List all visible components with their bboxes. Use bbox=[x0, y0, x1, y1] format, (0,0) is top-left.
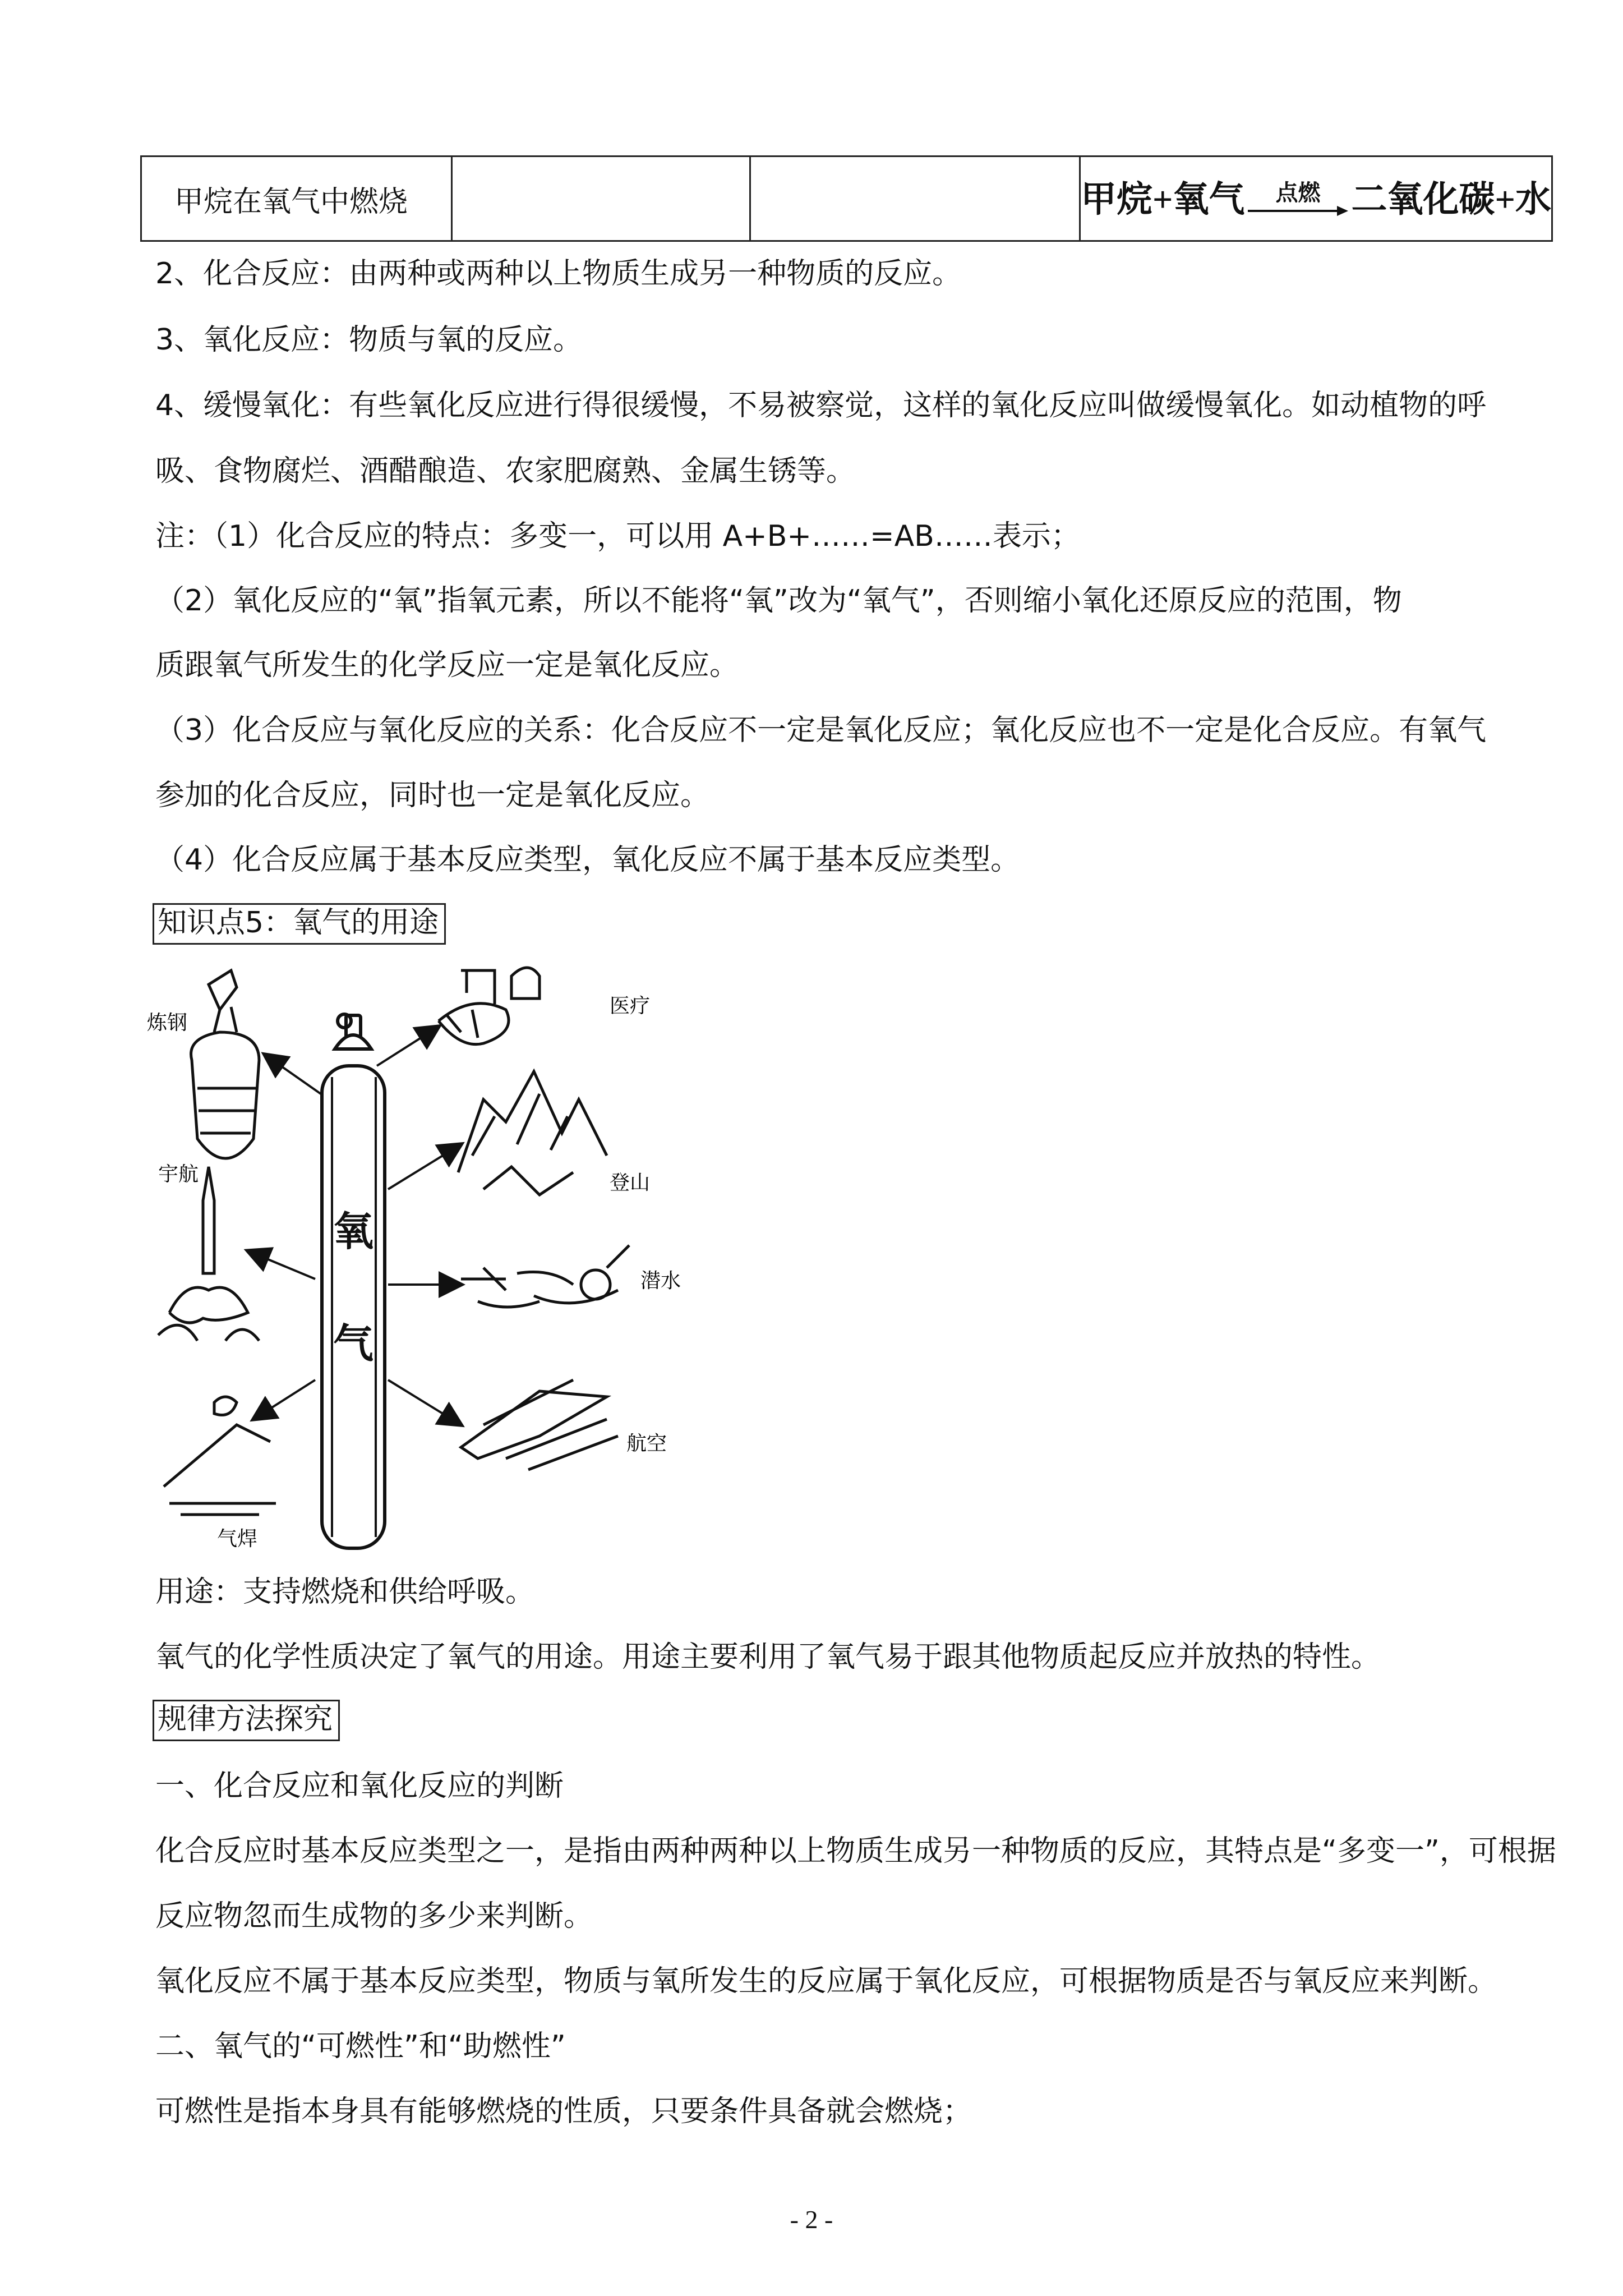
arrow-head bbox=[1337, 206, 1348, 216]
paragraph: 2、化合反应：由两种或两种以上物质生成另一种物质的反应。 bbox=[155, 257, 962, 291]
section-heading: 规律方法探究 bbox=[153, 1700, 340, 1741]
reaction-table bbox=[140, 155, 1553, 242]
reaction-condition: 点燃 bbox=[1275, 180, 1321, 205]
paragraph: 反应物忽而生成物的多少来判断。 bbox=[155, 1899, 593, 1933]
label-diving: 潜水 bbox=[640, 1269, 681, 1292]
word-equation-cell bbox=[1080, 157, 1552, 241]
equation-reactants: 甲烷+氧气 bbox=[1081, 180, 1245, 219]
label-space: 宇航 bbox=[158, 1163, 199, 1186]
label-medical: 医疗 bbox=[610, 995, 651, 1018]
equation-products: 二氧化碳+水 bbox=[1351, 180, 1551, 219]
oxygen-uses-figure bbox=[147, 954, 708, 1559]
cylinder-text-bottom: 气 bbox=[333, 1320, 374, 1367]
steel-furnace-icon bbox=[191, 970, 259, 1158]
diving-icon bbox=[461, 1245, 629, 1307]
paragraph: 氧化反应不属于基本反应类型，物质与氧所发生的反应属于氧化反应，可根据物质是否与氧反应来判断。 bbox=[155, 1964, 1497, 1998]
cylinder-text-top: 氧 bbox=[333, 1208, 374, 1255]
empty-cell bbox=[452, 157, 750, 241]
paragraph: 吸、食物腐烂、酒醋酿造、农家肥腐熟、金属生锈等。 bbox=[155, 454, 856, 488]
empty-cell bbox=[750, 157, 1080, 241]
paragraph: 质跟氧气所发生的化学反应一定是氧化反应。 bbox=[155, 648, 739, 682]
paragraph: 注：（1）化合反应的特点：多变一，可以用 A+B+……=AB……表示； bbox=[155, 519, 1080, 553]
rocket-icon bbox=[158, 1167, 259, 1341]
label-aviation: 航空 bbox=[626, 1432, 667, 1455]
aviation-icon bbox=[461, 1380, 618, 1470]
paragraph: （3）化合反应与氧化反应的关系：化合反应不一定是氧化反应；氧化反应也不一定是化合反应。有氧气 bbox=[155, 714, 1487, 747]
word-equation bbox=[1081, 171, 1551, 227]
paragraph: 氧气的化学性质决定了氧气的用途。用途主要利用了氧气易于跟其他物质起反应并放热的特性。 bbox=[155, 1640, 1381, 1674]
section-heading: 知识点5：氧气的用途 bbox=[153, 903, 446, 945]
paragraph: 参加的化合反应，同时也一定是氧化反应。 bbox=[155, 779, 710, 812]
label-welding: 气焊 bbox=[217, 1527, 258, 1550]
label-steel: 炼钢 bbox=[147, 1011, 188, 1034]
page-number: - 2 - bbox=[790, 2205, 833, 2234]
label-climbing: 登山 bbox=[610, 1171, 651, 1194]
climbing-icon bbox=[458, 1071, 607, 1195]
paragraph: 可燃性是指本身具有能够燃烧的性质，只要条件具备就会燃烧； bbox=[155, 2095, 972, 2128]
paragraph: （4）化合反应属于基本反应类型，氧化反应不属于基本反应类型。 bbox=[155, 843, 1020, 877]
medical-icon bbox=[439, 968, 540, 1045]
arrow-shaft bbox=[1248, 210, 1339, 212]
paragraph: 用途：支持燃烧和供给呼吸。 bbox=[155, 1575, 535, 1609]
oxygen-uses-illustration bbox=[147, 954, 708, 1559]
paragraph: 一、化合反应和氧化反应的判断 bbox=[155, 1769, 564, 1803]
oxygen-cylinder-icon bbox=[322, 1014, 385, 1548]
paragraph: 化合反应时基本反应类型之一，是指由两种两种以上物质生成另一种物质的反应，其特点是“多变一”，可根据 bbox=[155, 1834, 1556, 1868]
paragraph: 二、氧气的“可燃性”和“助燃性” bbox=[155, 2030, 566, 2063]
reaction-arrow bbox=[1247, 180, 1349, 222]
paragraph: （2）氧化反应的“氧”指氧元素，所以不能将“氧”改为“氧气”，否则缩小氧化还原反应的范围，物 bbox=[155, 584, 1402, 618]
paragraph: 3、氧化反应：物质与氧的反应。 bbox=[155, 323, 583, 357]
reaction-name-cell: 甲烷在氧气中燃烧 bbox=[141, 157, 452, 241]
table-row bbox=[141, 157, 1552, 241]
paragraph: 4、缓慢氧化：有些氧化反应进行得很缓慢，不易被察觉，这样的氧化反应叫做缓慢氧化。如动植物的呼 bbox=[155, 389, 1487, 422]
